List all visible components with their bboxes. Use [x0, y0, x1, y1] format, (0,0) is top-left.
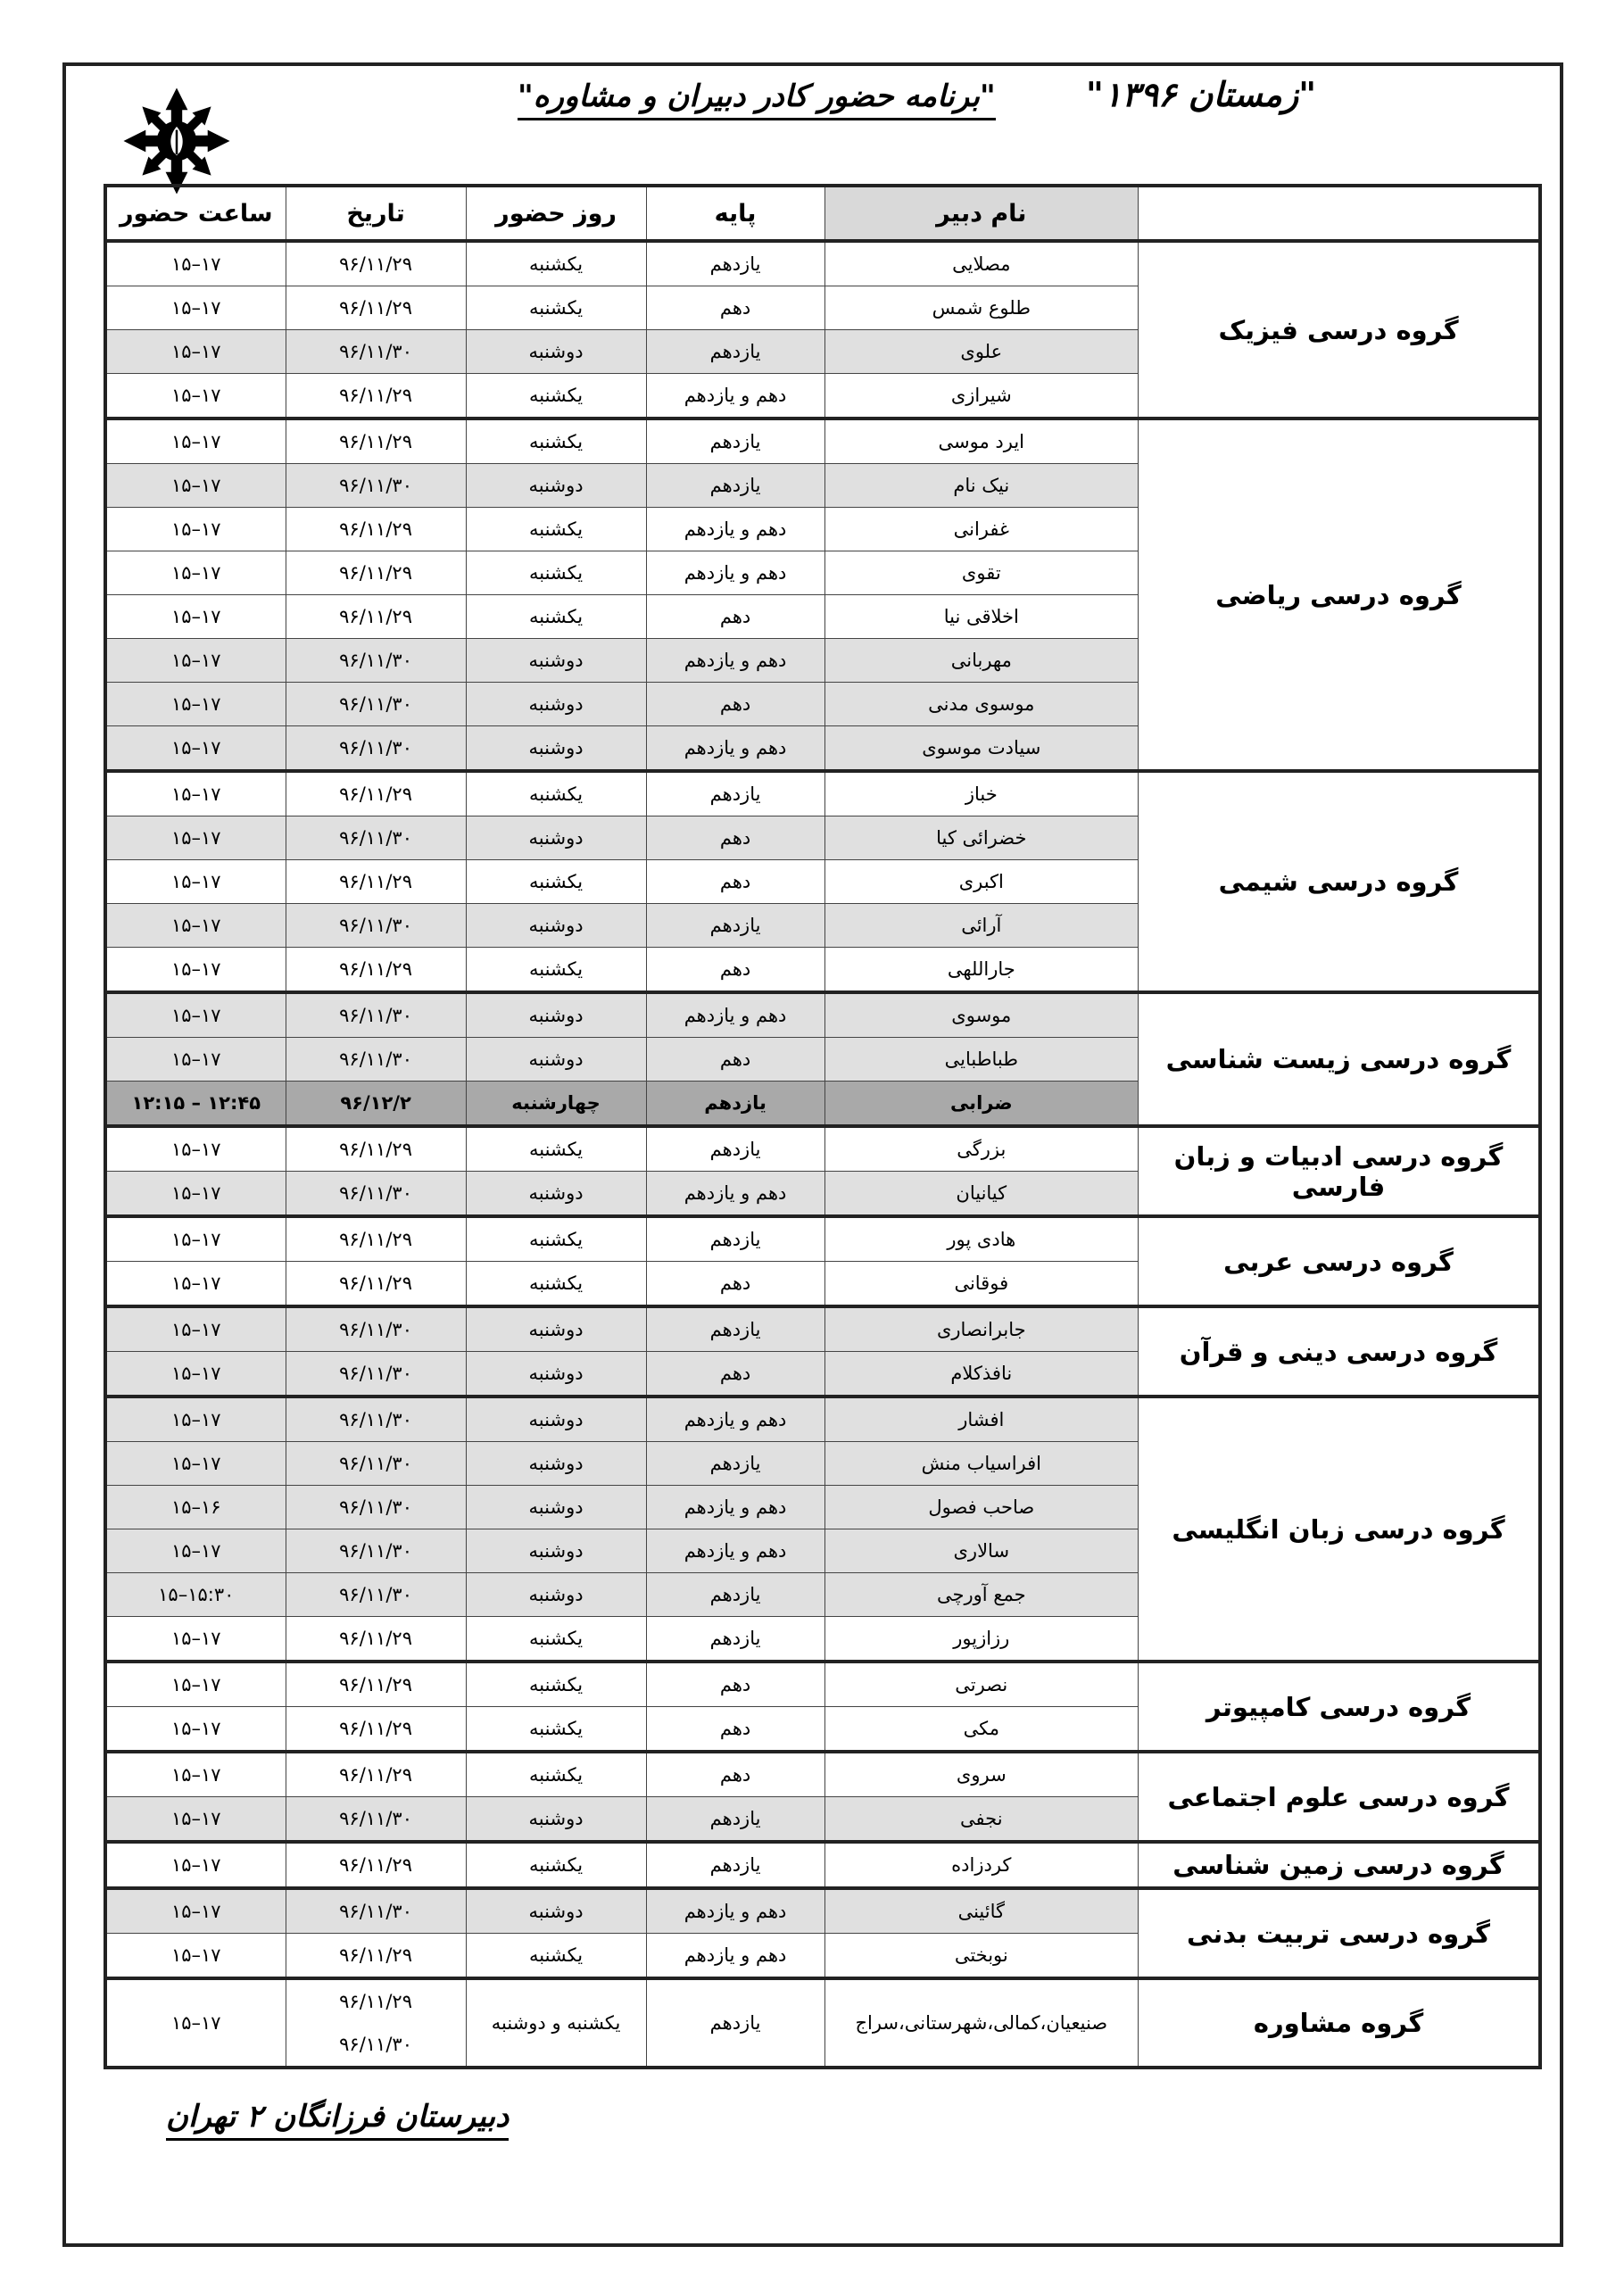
day-cell: یکشنبه — [466, 1662, 646, 1707]
date-cell: ۹۶/۱۱/۳۰ — [286, 1172, 466, 1217]
teacher-name-cell: موسوی — [824, 992, 1138, 1038]
grade-header: پایه — [646, 186, 824, 241]
time-cell: ۱۷–۱۵ — [105, 948, 286, 993]
time-cell: ۱۷–۱۵ — [105, 374, 286, 419]
schedule-body — [105, 241, 1540, 2068]
table-row — [105, 1306, 1540, 1352]
day-cell: یکشنبه — [466, 241, 646, 286]
teacher-name-cell: غفرانی — [824, 508, 1138, 551]
day-cell: یکشنبه — [466, 860, 646, 904]
date-cell: ۹۶/۱۱/۲۹ — [286, 860, 466, 904]
day-cell: دوشنبه — [466, 726, 646, 772]
grade-cell: دهم — [646, 948, 824, 993]
time-cell: ۱۷–۱۵ — [105, 330, 286, 374]
table-row — [105, 241, 1540, 286]
table-row — [105, 1842, 1540, 1888]
teacher-name-cell: بزرگی — [824, 1126, 1138, 1172]
grade-cell: دهم — [646, 595, 824, 639]
grade-cell: یازدهم — [646, 771, 824, 816]
group-title: گروه درسی کامپیوتر — [1139, 1662, 1540, 1752]
grade-cell: دهم — [646, 286, 824, 330]
date-cell: ۹۶/۱۱/۳۰ — [286, 726, 466, 772]
teacher-name-cell: صاحب فصول — [824, 1486, 1138, 1529]
time-cell: ۱۷–۱۵ — [105, 1707, 286, 1753]
date-cell: ۹۶/۱۱/۲۹ — [286, 1707, 466, 1753]
time-cell: ۱۷–۱۵ — [105, 683, 286, 726]
date-cell: ۹۶/۱۱/۲۹ — [286, 1752, 466, 1797]
day-cell: دوشنبه — [466, 1442, 646, 1486]
teacher-name-cell: طلوع شمس — [824, 286, 1138, 330]
date-cell: ۹۶/۱۱/۲۹ — [286, 419, 466, 464]
table-header-row — [105, 186, 1540, 241]
teacher-name-cell: کیانیان — [824, 1172, 1138, 1217]
grade-cell: دهم و یازدهم — [646, 639, 824, 683]
date-cell: ۹۶/۱۱/۳۰ — [286, 992, 466, 1038]
grade-cell: دهم و یازدهم — [646, 1397, 824, 1442]
time-cell: ۱۷–۱۵ — [105, 1262, 286, 1307]
grade-cell: دهم و یازدهم — [646, 1529, 824, 1573]
grade-cell: یازدهم — [646, 241, 824, 286]
time-cell: ۱۷–۱۵ — [105, 1888, 286, 1934]
teacher-name-cell: ایرد موسی — [824, 419, 1138, 464]
time-cell: ۱۷–۱۵ — [105, 816, 286, 860]
teacher-name-cell: شیرازی — [824, 374, 1138, 419]
time-cell: ۱۷–۱۵ — [105, 1216, 286, 1262]
season-title: "زمستان ۱۳۹۶" — [1085, 75, 1316, 114]
date-cell: ۹۶/۱۱/۲۹ — [286, 1662, 466, 1707]
teacher-name-cell: موسوی مدنی — [824, 683, 1138, 726]
date-cell: ۹۶/۱۱/۲۹ — [286, 948, 466, 993]
school-name: دبیرستان فرزانگان ۲ تهران — [166, 2099, 509, 2141]
time-cell: ۱۷–۱۵ — [105, 1306, 286, 1352]
date-cell: ۹۶/۱۱/۲۹ — [286, 1842, 466, 1888]
grade-cell: دهم — [646, 1262, 824, 1307]
teacher-name-cell: آرائی — [824, 904, 1138, 948]
date-cell: ۹۶/۱۱/۲۹ — [286, 771, 466, 816]
day-cell: دوشنبه — [466, 816, 646, 860]
teacher-name-cell: نافذکلام — [824, 1352, 1138, 1397]
teacher-name-cell: مصلایی — [824, 241, 1138, 286]
time-cell: ۱۷–۱۵ — [105, 726, 286, 772]
teacher-name-cell: مهربانی — [824, 639, 1138, 683]
teacher-name-cell: رزازپور — [824, 1617, 1138, 1662]
grade-cell: یازدهم — [646, 419, 824, 464]
date-cell: ۹۶/۱۱/۳۰ — [286, 816, 466, 860]
time-cell: ۱۷–۱۵ — [105, 1352, 286, 1397]
grade-cell: یازدهم — [646, 1306, 824, 1352]
grade-cell: دهم — [646, 1707, 824, 1753]
time-cell: ۱۷–۱۵ — [105, 1842, 286, 1888]
date-cell: ۹۶/۱۱/۳۰ — [286, 1888, 466, 1934]
time-cell: ۱۷–۱۵ — [105, 1126, 286, 1172]
day-cell: دوشنبه — [466, 683, 646, 726]
grade-cell: یازدهم — [646, 1978, 824, 2068]
time-cell: ۱۷–۱۵ — [105, 419, 286, 464]
day-cell: یکشنبه — [466, 1707, 646, 1753]
day-cell: یکشنبه — [466, 1216, 646, 1262]
grade-cell: یازدهم — [646, 1617, 824, 1662]
group-title: گروه درسی فیزیک — [1139, 241, 1540, 419]
grade-cell: دهم و یازدهم — [646, 1888, 824, 1934]
teacher-name-cell: کردزاده — [824, 1842, 1138, 1888]
date-cell: ۹۶/۱۱/۲۹ — [286, 1216, 466, 1262]
date-cell: ۹۶/۱۱/۲۹ — [286, 551, 466, 595]
date-cell: ۹۶/۱۱/۳۰ — [286, 1529, 466, 1573]
document-title: "برنامه حضور کادر دبیران و مشاوره" — [518, 79, 996, 120]
teacher-name-cell: طباطبایی — [824, 1038, 1138, 1082]
time-cell: ۱۷–۱۵ — [105, 1038, 286, 1082]
time-cell: ۱۷–۱۵ — [105, 904, 286, 948]
time-cell: ۱۷–۱۵ — [105, 860, 286, 904]
day-cell: دوشنبه — [466, 1529, 646, 1573]
grade-cell: دهم و یازدهم — [646, 726, 824, 772]
grade-cell: یازدهم — [646, 330, 824, 374]
grade-cell: دهم و یازدهم — [646, 1486, 824, 1529]
day-cell: یکشنبه — [466, 771, 646, 816]
schedule-table — [104, 184, 1542, 2069]
date-cell: ۹۶/۱۱/۳۰ — [286, 1352, 466, 1397]
time-cell: ۱۷–۱۵ — [105, 1752, 286, 1797]
time-cell: ۱۷–۱۵ — [105, 286, 286, 330]
date-cell: ۹۶/۱۲/۲ — [286, 1082, 466, 1127]
table-row — [105, 1888, 1540, 1934]
grade-cell: دهم — [646, 1352, 824, 1397]
time-cell: ۱۷–۱۵ — [105, 1442, 286, 1486]
grade-cell: یازدهم — [646, 904, 824, 948]
date-cell: ۹۶/۱۱/۲۹ — [286, 1126, 466, 1172]
teacher-name-cell: سیادت موسوی — [824, 726, 1138, 772]
day-cell: یکشنبه — [466, 374, 646, 419]
time-cell: ۱۲:۴۵ – ۱۲:۱۵ — [105, 1082, 286, 1127]
time-cell: ۱۷–۱۵ — [105, 595, 286, 639]
day-cell: دوشنبه — [466, 1306, 646, 1352]
grade-cell: یازدهم — [646, 1842, 824, 1888]
date-cell: ۹۶/۱۱/۲۹ — [286, 286, 466, 330]
date-line: ۹۶/۱۱/۳۰ — [339, 2034, 412, 2055]
teacher-name-header: نام دبیر — [824, 186, 1138, 241]
day-cell: دوشنبه — [466, 1397, 646, 1442]
group-title: گروه درسی عربی — [1139, 1216, 1540, 1306]
date-cell: ۹۶/۱۱/۳۰ — [286, 1797, 466, 1843]
table-row — [105, 1662, 1540, 1707]
date-header: تاریخ — [286, 186, 466, 241]
time-cell: ۱۷–۱۵ — [105, 464, 286, 508]
day-cell: دوشنبه — [466, 464, 646, 508]
date-cell: ۹۶/۱۱/۳۰ — [286, 1306, 466, 1352]
teacher-name-cell: افشار — [824, 1397, 1138, 1442]
date-cell: ۹۶/۱۱/۲۹ — [286, 1617, 466, 1662]
date-cell: ۹۶/۱۱/۲۹ — [286, 595, 466, 639]
date-cell: ۹۶/۱۱/۲۹ — [286, 241, 466, 286]
teacher-name-cell: نصرتی — [824, 1662, 1138, 1707]
day-cell: یکشنبه — [466, 1752, 646, 1797]
time-cell: ۱۶–۱۵ — [105, 1486, 286, 1529]
group-title: گروه درسی زمین شناسی — [1139, 1842, 1540, 1888]
grade-cell: دهم و یازدهم — [646, 992, 824, 1038]
group-title: گروه مشاوره — [1139, 1978, 1540, 2068]
time-cell: ۱۷–۱۵ — [105, 1662, 286, 1707]
day-cell: دوشنبه — [466, 904, 646, 948]
teacher-name-cell: فوقانی — [824, 1262, 1138, 1307]
table-row — [105, 1126, 1540, 1172]
day-cell: چهارشنبه — [466, 1082, 646, 1127]
day-cell: یکشنبه — [466, 419, 646, 464]
day-cell: یکشنبه — [466, 1934, 646, 1979]
teacher-name-cell: خضرائی کیا — [824, 816, 1138, 860]
time-cell: ۱۷–۱۵ — [105, 1934, 286, 1979]
teacher-name-cell: اکبری — [824, 860, 1138, 904]
date-cell: ۹۶/۱۱/۲۹ — [286, 1262, 466, 1307]
time-cell: ۱۷–۱۵ — [105, 1617, 286, 1662]
time-cell: ۱۷–۱۵ — [105, 241, 286, 286]
time-cell: ۱۷–۱۵ — [105, 1397, 286, 1442]
day-cell: دوشنبه — [466, 1888, 646, 1934]
day-cell: یکشنبه و دوشنبه — [466, 1978, 646, 2068]
teacher-name-cell: جاراللهی — [824, 948, 1138, 993]
grade-cell: دهم و یازدهم — [646, 1172, 824, 1217]
group-title: گروه درسی ریاضی — [1139, 419, 1540, 771]
time-cell: ۱۷–۱۵ — [105, 551, 286, 595]
table-row — [105, 1397, 1540, 1442]
day-cell: دوشنبه — [466, 1573, 646, 1617]
teacher-name-cell: نیک نام — [824, 464, 1138, 508]
teacher-name-cell: سالاری — [824, 1529, 1138, 1573]
date-cell: ۹۶/۱۱/۳۰ — [286, 904, 466, 948]
grade-cell: یازدهم — [646, 1082, 824, 1127]
time-cell: ۱۷–۱۵ — [105, 1529, 286, 1573]
teacher-name-cell: نوبختی — [824, 1934, 1138, 1979]
table-row — [105, 771, 1540, 816]
grade-cell: دهم — [646, 860, 824, 904]
emblem-icon — [121, 86, 232, 196]
group-title: گروه درسی ادبیات و زبان فارسی — [1139, 1126, 1540, 1216]
day-cell: یکشنبه — [466, 1842, 646, 1888]
date-cell: ۹۶/۱۱/۲۹ — [286, 1934, 466, 1979]
date-cell: ۹۶/۱۱/۳۰ — [286, 1486, 466, 1529]
grade-cell: دهم — [646, 1752, 824, 1797]
time-cell: ۱۷–۱۵ — [105, 508, 286, 551]
teacher-name-cell: افراسیاب منش — [824, 1442, 1138, 1486]
date-cell: ۹۶/۱۱/۲۹ — [286, 508, 466, 551]
day-header: روز حضور — [466, 186, 646, 241]
teacher-name-cell: مکی — [824, 1707, 1138, 1753]
time-header: ساعت حضور — [105, 186, 286, 241]
teacher-name-cell: تقوی — [824, 551, 1138, 595]
grade-cell: دهم و یازدهم — [646, 374, 824, 419]
teacher-name-cell: سروی — [824, 1752, 1138, 1797]
grade-cell: دهم — [646, 1038, 824, 1082]
group-title: گروه درسی علوم اجتماعی — [1139, 1752, 1540, 1842]
date-cell: ۹۶/۱۱/۳۰ — [286, 1573, 466, 1617]
grade-cell: یازدهم — [646, 1797, 824, 1843]
group-title: گروه درسی شیمی — [1139, 771, 1540, 992]
table-row — [105, 1216, 1540, 1262]
grade-cell: دهم و یازدهم — [646, 508, 824, 551]
grade-cell: یازدهم — [646, 1126, 824, 1172]
day-cell: دوشنبه — [466, 1172, 646, 1217]
teacher-name-cell: گائینی — [824, 1888, 1138, 1934]
grade-cell: یازدهم — [646, 1573, 824, 1617]
time-cell: ۱۷–۱۵ — [105, 1978, 286, 2068]
day-cell: یکشنبه — [466, 508, 646, 551]
group-title: گروه درسی تربیت بدنی — [1139, 1888, 1540, 1978]
date-cell: ۹۶/۱۱/۲۹ — [286, 374, 466, 419]
day-cell: دوشنبه — [466, 1797, 646, 1843]
grade-cell: دهم — [646, 816, 824, 860]
teacher-name-cell: جابرانصاری — [824, 1306, 1138, 1352]
day-cell: یکشنبه — [466, 1617, 646, 1662]
date-cell: ۹۶/۱۱/۳۰ — [286, 639, 466, 683]
teacher-name-cell: صنیعیان،کمالی،شهرستانی،سراج — [824, 1978, 1138, 2068]
day-cell: دوشنبه — [466, 330, 646, 374]
group-column-header — [1139, 186, 1540, 241]
date-cell: ۹۶/۱۱/۳۰ — [286, 683, 466, 726]
day-cell: یکشنبه — [466, 286, 646, 330]
day-cell: دوشنبه — [466, 639, 646, 683]
day-cell: دوشنبه — [466, 1352, 646, 1397]
table-row — [105, 1752, 1540, 1797]
time-cell: ۱۵:۳۰–۱۵ — [105, 1573, 286, 1617]
day-cell: یکشنبه — [466, 1126, 646, 1172]
grade-cell: دهم و یازدهم — [646, 551, 824, 595]
grade-cell: یازدهم — [646, 1442, 824, 1486]
time-cell: ۱۷–۱۵ — [105, 1172, 286, 1217]
day-cell: یکشنبه — [466, 948, 646, 993]
time-cell: ۱۷–۱۵ — [105, 639, 286, 683]
teacher-name-cell: خباز — [824, 771, 1138, 816]
date-cell: ۹۶/۱۱/۳۰ — [286, 1442, 466, 1486]
day-cell: دوشنبه — [466, 1038, 646, 1082]
grade-cell: یازدهم — [646, 1216, 824, 1262]
day-cell: یکشنبه — [466, 595, 646, 639]
teacher-name-cell: هادی پور — [824, 1216, 1138, 1262]
group-title: گروه درسی دینی و قرآن — [1139, 1306, 1540, 1397]
day-cell: یکشنبه — [466, 1262, 646, 1307]
date-cell: ۹۶/۱۱/۳۰ — [286, 464, 466, 508]
teacher-name-cell: ضرابی — [824, 1082, 1138, 1127]
teacher-name-cell: اخلاقی نیا — [824, 595, 1138, 639]
group-title: گروه درسی زبان انگلیسی — [1139, 1397, 1540, 1662]
day-cell: دوشنبه — [466, 992, 646, 1038]
day-cell: دوشنبه — [466, 1486, 646, 1529]
time-cell: ۱۷–۱۵ — [105, 771, 286, 816]
date-line: ۹۶/۱۱/۲۹ — [339, 1991, 412, 2012]
time-cell: ۱۷–۱۵ — [105, 1797, 286, 1843]
teacher-name-cell: علوی — [824, 330, 1138, 374]
date-cell — [286, 1978, 466, 2068]
grade-cell: دهم و یازدهم — [646, 1934, 824, 1979]
day-cell: یکشنبه — [466, 551, 646, 595]
table-row — [105, 419, 1540, 464]
grade-cell: دهم — [646, 1662, 824, 1707]
group-title: گروه درسی زیست شناسی — [1139, 992, 1540, 1126]
date-cell: ۹۶/۱۱/۳۰ — [286, 1397, 466, 1442]
date-cell: ۹۶/۱۱/۳۰ — [286, 1038, 466, 1082]
teacher-name-cell: جمع آورچی — [824, 1573, 1138, 1617]
table-row — [105, 992, 1540, 1038]
date-cell: ۹۶/۱۱/۳۰ — [286, 330, 466, 374]
time-cell: ۱۷–۱۵ — [105, 992, 286, 1038]
counseling-row — [105, 1978, 1540, 2068]
teacher-name-cell: نجفی — [824, 1797, 1138, 1843]
grade-cell: دهم — [646, 683, 824, 726]
grade-cell: یازدهم — [646, 464, 824, 508]
